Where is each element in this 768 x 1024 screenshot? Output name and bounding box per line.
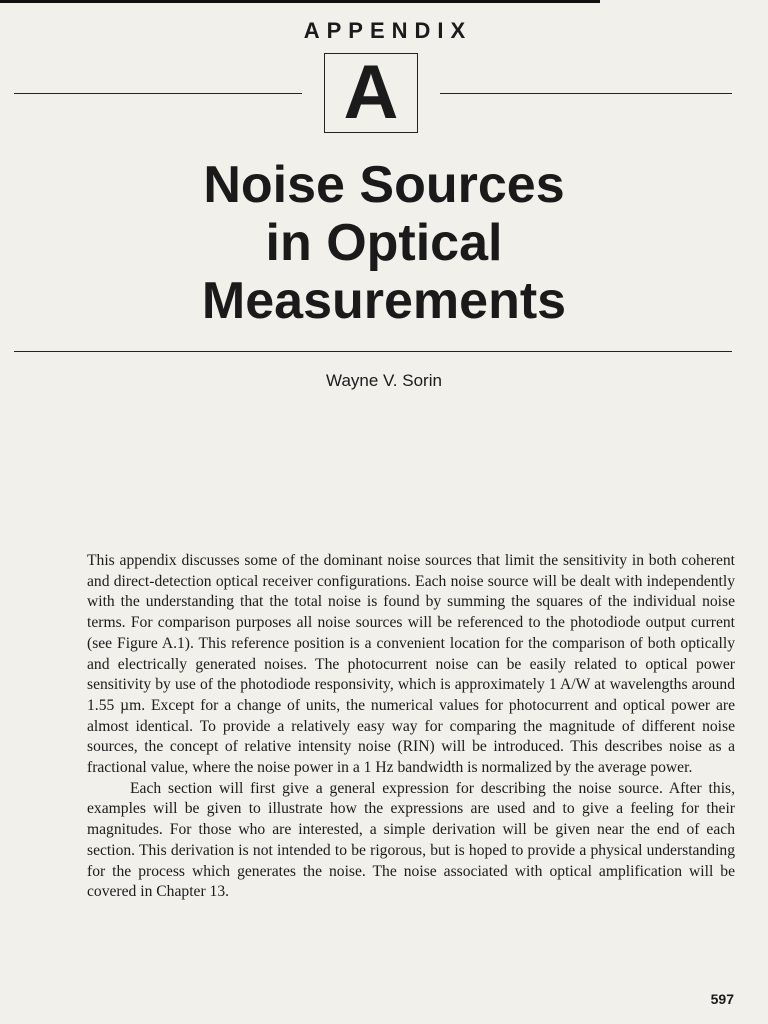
chapter-title <box>0 156 768 330</box>
page-number: 597 <box>710 991 734 1007</box>
title-rule <box>14 351 732 352</box>
title-line: Measurements <box>201 272 567 330</box>
title-line: Noise Sources <box>203 156 565 214</box>
paragraph: Each section will first give a general expression for describing the noise source. After this, examples will be given to illustrate how the expressions are used and to give a feeling for their magnitudes. For those who are interested, a simple derivation will be given near the end of each section. This derivation is not intended to be rigorous, but is hoped to provide a physical understanding for the process which generates the noise. The noise associated with optical amplification will be covered in Chapter 13. <box>87 779 735 901</box>
body-text <box>87 551 735 903</box>
page-top-edge <box>0 0 600 3</box>
appendix-letter-box: A <box>324 53 418 133</box>
header-rule-right <box>440 93 732 94</box>
author-name: Wayne V. Sorin <box>326 371 442 390</box>
title-line: in Optical <box>265 214 503 272</box>
appendix-label: APPENDIX <box>303 18 473 43</box>
header-rule-left <box>14 93 302 94</box>
paragraph: This appendix discusses some of the dominant noise sources that limit the sensitivity in both coherent and direct-detection optical receiver configurations. Each noise source will be dealt with independently with the understanding that the total noise is found by summing the squares of the individual noise terms. For comparison purposes all noise sources will be referenced to the photodiode output current (see Figure A.1). This reference position is a convenient location for the comparison of both optically and electrically generated noises. The photocurrent noise can be easily related to optical power sensitivity by use of the photodiode responsivity, which is approximately 1 A/W at wavelengths around 1.55 µm. Except for a change of units, the numerical values for photocurrent and optical power are almost identical. To provide a relatively easy way for comparing the magnitude of different noise sources, the concept of relative intensity noise (RIN) will be introduced. This describes noise as a fractional value, where the noise power in a 1 Hz bandwidth is normalized by the average power. <box>87 552 735 777</box>
